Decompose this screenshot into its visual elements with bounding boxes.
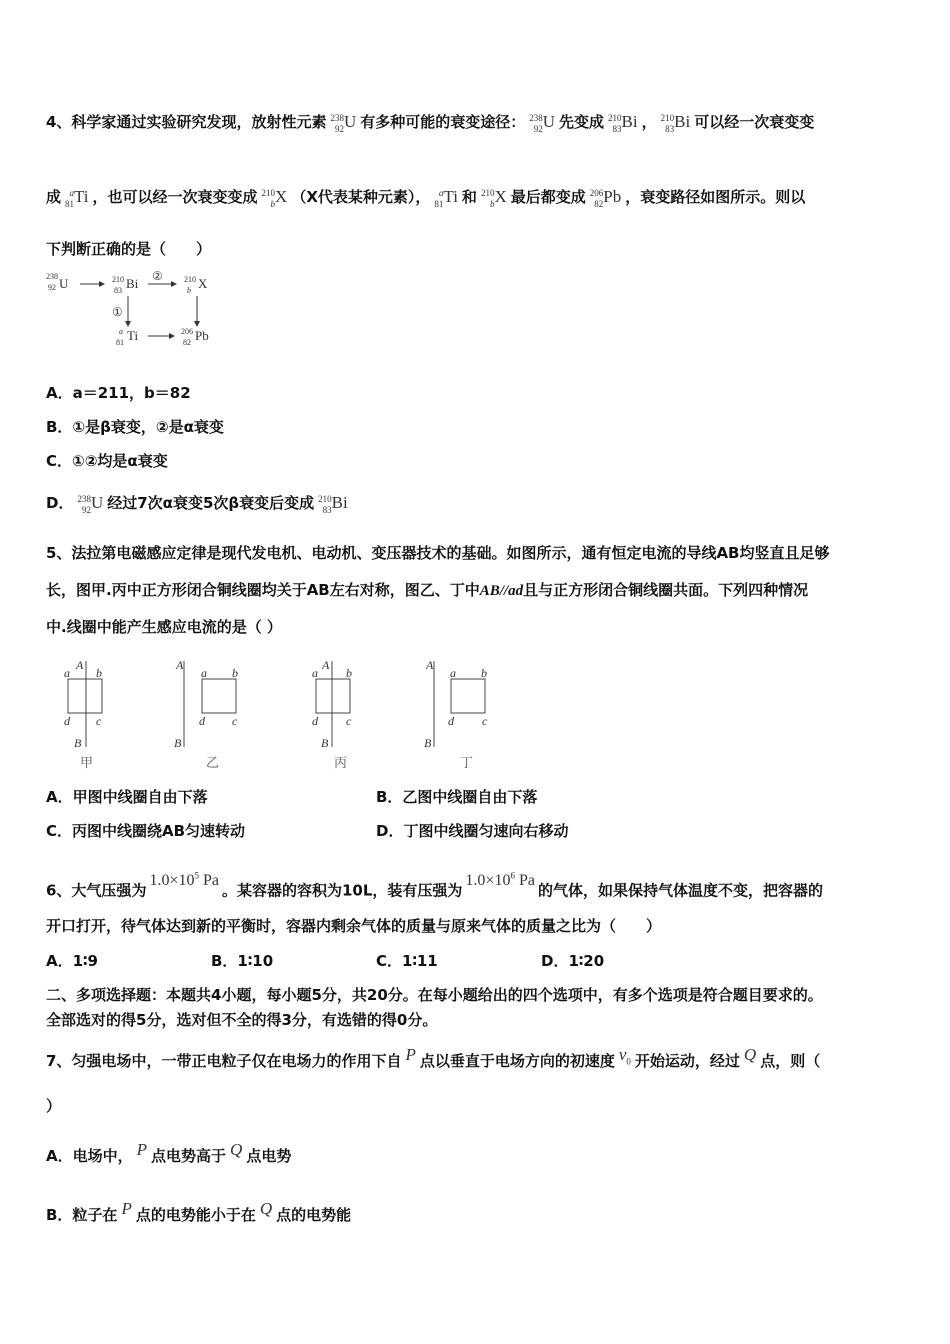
pressure-atm: $1.0\times 10^5$ Pa <box>149 871 219 890</box>
isotope-x: 210 b X <box>480 187 507 209</box>
svg-text:Ti: Ti <box>127 328 139 343</box>
svg-text:b: b <box>232 666 238 680</box>
svg-text:d: d <box>199 714 205 728</box>
q4-line-1: 4、科学家通过实验研究发现，放射性元素 238 92 U 有多种可能的衰变途径： 238 92 U 先变成 210 83 Bi ， 210 83 Bi 可以经一次衰变变 <box>46 112 815 134</box>
svg-text:A: A <box>322 658 330 672</box>
q7-line-2: ） <box>46 1097 62 1115</box>
svg-text:d: d <box>64 714 70 728</box>
svg-text:210: 210 <box>112 275 124 284</box>
q7-option-b[interactable]: B．粒子在 P 点的电势能小于在 Q 点的电势能 <box>46 1199 352 1224</box>
svg-text:c: c <box>96 714 102 728</box>
diagram-ti <box>116 327 138 347</box>
diagram-u238 <box>46 272 69 292</box>
q6-option-d[interactable]: D．1∶20 <box>541 952 605 970</box>
svg-text:b: b <box>346 666 352 680</box>
svg-text:210: 210 <box>184 275 196 284</box>
section2-line-1: 二、多项选择题：本题共4小题，每小题5分，共20分。在每小题给出的四个选项中，有多个选项是符合题目要求的。 <box>46 986 823 1004</box>
isotope-u238: 238 92 U <box>529 112 556 134</box>
isotope-u238: 238 92 U <box>77 493 104 515</box>
coil-figures <box>56 655 506 775</box>
svg-text:U: U <box>59 276 69 291</box>
svg-text:X: X <box>198 276 208 291</box>
svg-text:a: a <box>201 666 207 680</box>
q5-line-1: 5、法拉第电磁感应定律是现代发电机、电动机、变压器技术的基础。如图所示，通有恒定电流的导线AB均竖直且足够 <box>46 544 830 562</box>
svg-text:82: 82 <box>183 338 191 347</box>
svg-text:206: 206 <box>181 327 193 336</box>
svg-text:B: B <box>424 736 432 750</box>
isotope-ti: a 81 Ti <box>434 187 458 209</box>
isotope-bi210: 210 83 Bi <box>318 493 348 515</box>
q4-line-2: 成 a 81 Ti ，也可以经一次衰变变成 210 b X （X代表某种元素）， a 81 Ti 和 210 b X 最后都变成 206 82 Pb ，衰变路径如图所示。则以 <box>46 187 806 209</box>
svg-text:c: c <box>346 714 352 728</box>
svg-text:c: c <box>482 714 488 728</box>
diagram-circle-2: ② <box>152 269 163 283</box>
q6-option-a[interactable]: A．1∶9 <box>46 952 98 970</box>
q7-option-a[interactable]: A．电场中， P 点电势高于 Q 点电势 <box>46 1140 292 1165</box>
q4-option-b[interactable]: B．①是β衰变，②是α衰变 <box>46 418 224 436</box>
q4-line-3: 下判断正确的是（ ） <box>46 240 212 258</box>
coil-ding <box>451 679 485 713</box>
svg-text:Bi: Bi <box>126 276 139 291</box>
svg-text:a: a <box>312 666 318 680</box>
svg-text:b: b <box>187 286 191 295</box>
svg-text:a: a <box>450 666 456 680</box>
coil-bing <box>316 679 350 713</box>
svg-text:B: B <box>74 736 82 750</box>
diagram-pb206 <box>181 327 209 347</box>
svg-text:b: b <box>481 666 487 680</box>
q4-option-d[interactable]: D． 238 92 U 经过7次α衰变5次β衰变后变成 210 83 Bi <box>46 493 348 515</box>
q5-option-d[interactable]: D．丁图中线圈匀速向右移动 <box>376 822 569 840</box>
svg-text:238: 238 <box>46 272 58 281</box>
q5-line-2: 长，图甲.丙中正方形闭合铜线圈均关于AB左右对称，图乙、丁中AB//ad且与正方形闭合铜线圈共面。下列四种情况 <box>46 581 809 599</box>
isotope-pb206: 206 82 Pb <box>589 187 622 209</box>
isotope-u238: 238 92 U <box>330 112 357 134</box>
svg-text:丁: 丁 <box>460 755 474 770</box>
svg-text:A: A <box>76 658 84 672</box>
isotope-ti: a 81 Ti <box>65 187 89 209</box>
svg-text:丙: 丙 <box>334 755 348 770</box>
q6-option-c[interactable]: C．1∶11 <box>376 952 438 970</box>
diagram-circle-1: ① <box>112 305 123 319</box>
isotope-bi210: 210 83 Bi <box>608 112 638 134</box>
svg-text:B: B <box>174 736 182 750</box>
svg-text:a: a <box>64 666 70 680</box>
initial-velocity: $v_0$ <box>618 1045 631 1067</box>
svg-text:Pb: Pb <box>195 328 209 343</box>
q6-line-2: 开口打开，待气体达到新的平衡时，容器内剩余气体的质量与原来气体的质量之比为（ ） <box>46 917 662 935</box>
svg-text:A: A <box>176 658 184 672</box>
svg-text:b: b <box>96 666 102 680</box>
diagram-x210 <box>184 275 208 295</box>
coil-yi <box>202 679 236 713</box>
svg-text:甲: 甲 <box>80 755 94 770</box>
isotope-bi210: 210 83 Bi <box>660 112 691 134</box>
svg-text:B: B <box>321 736 329 750</box>
svg-text:a: a <box>119 327 123 336</box>
q6-option-b[interactable]: B．1∶10 <box>211 952 274 970</box>
svg-text:83: 83 <box>114 286 122 295</box>
pressure-container: $1.0\times 10^6$ Pa <box>465 871 535 890</box>
q4-option-c[interactable]: C．①②均是α衰变 <box>46 452 168 470</box>
svg-text:c: c <box>232 714 238 728</box>
coil-jia <box>68 679 102 713</box>
section2-line-2: 全部选对的得5分，选对但不全的得3分，有选错的得0分。 <box>46 1011 438 1029</box>
svg-text:d: d <box>448 714 454 728</box>
svg-text:d: d <box>312 714 318 728</box>
decay-path-diagram <box>44 268 234 352</box>
q5-option-c[interactable]: C．丙图中线圈绕AB匀速转动 <box>46 822 246 840</box>
q6-line-1: 6、大气压强为$1.0\times 10^5$ Pa。某容器的容积为10L，装有压强为$1.0\times 10^6$ Pa的气体，如果保持气体温度不变，把容器的 <box>46 871 823 900</box>
svg-text:乙: 乙 <box>206 755 220 770</box>
q5-option-b[interactable]: B．乙图中线圈自由下落 <box>376 788 538 806</box>
q5-option-a[interactable]: A．甲图中线圈自由下落 <box>46 788 208 806</box>
diagram-bi210 <box>112 275 139 295</box>
q4-option-a[interactable]: A．a＝211，b＝82 <box>46 384 191 402</box>
svg-text:81: 81 <box>116 338 124 347</box>
svg-text:A: A <box>426 658 434 672</box>
isotope-x: 210 b X <box>261 187 288 209</box>
q5-line-3: 中.线圈中能产生感应电流的是（ ） <box>46 618 282 636</box>
q7-line-1: 7、匀强电场中，一带正电粒子仅在电场力的作用下自 P 点以垂直于电场方向的初速度 $v_0$ 开始运动，经过 Q 点，则（ <box>46 1045 821 1070</box>
svg-text:92: 92 <box>48 283 56 292</box>
